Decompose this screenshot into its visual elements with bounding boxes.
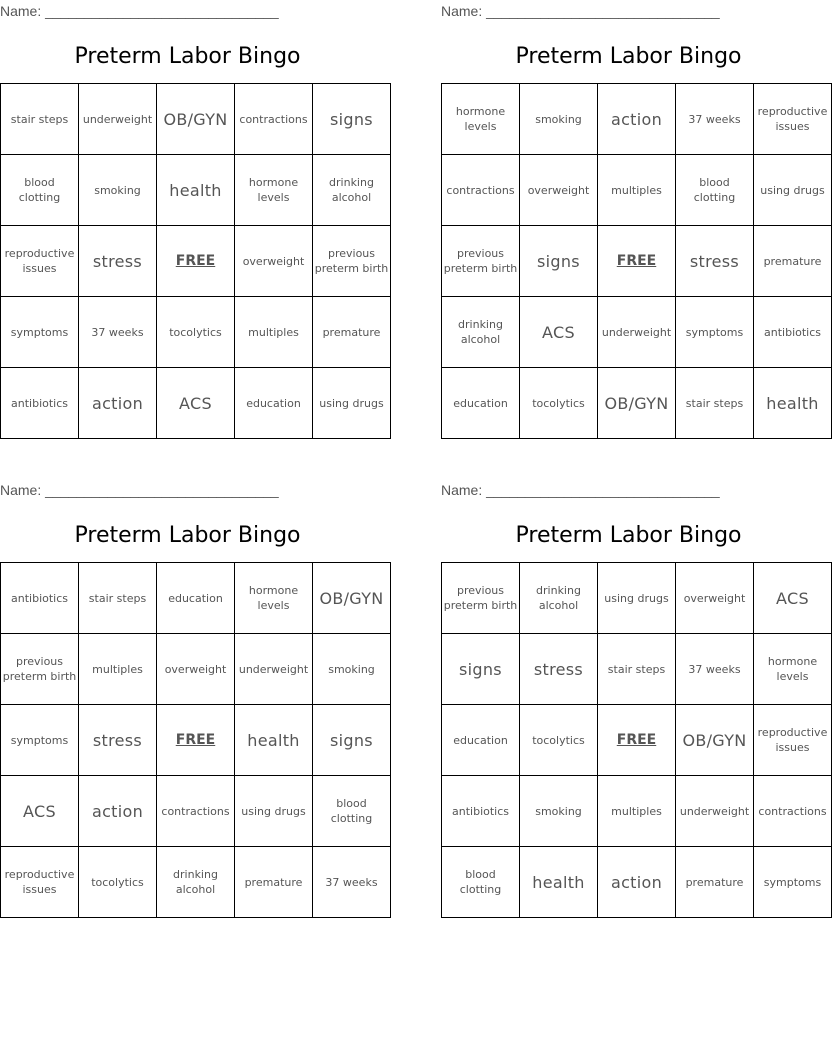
bingo-cell: underweight bbox=[598, 297, 676, 368]
grid-row bbox=[1, 563, 391, 634]
card-title: Preterm Labor Bingo bbox=[515, 44, 742, 69]
bingo-cell: action bbox=[598, 84, 676, 155]
bingo-cell: overweight bbox=[676, 563, 754, 634]
bingo-cell: overweight bbox=[157, 634, 235, 705]
bingo-cell: smoking bbox=[520, 84, 598, 155]
grid-row bbox=[1, 84, 391, 155]
bingo-cell: drinking alcohol bbox=[520, 563, 598, 634]
bingo-cell: stress bbox=[79, 226, 157, 297]
bingo-cell: ACS bbox=[520, 297, 598, 368]
bingo-card bbox=[441, 0, 828, 440]
bingo-cell: contractions bbox=[754, 776, 832, 847]
bingo-cell: overweight bbox=[235, 226, 313, 297]
bingo-cell: 37 weeks bbox=[676, 634, 754, 705]
free-space: FREE bbox=[157, 705, 235, 776]
free-space: FREE bbox=[157, 226, 235, 297]
bingo-cell: tocolytics bbox=[157, 297, 235, 368]
bingo-cell: symptoms bbox=[676, 297, 754, 368]
card-title: Preterm Labor Bingo bbox=[74, 44, 301, 69]
bingo-cell: underweight bbox=[79, 84, 157, 155]
bingo-cell: smoking bbox=[79, 155, 157, 226]
bingo-cell: blood clotting bbox=[442, 847, 520, 918]
bingo-cell: multiples bbox=[598, 776, 676, 847]
bingo-cell: using drugs bbox=[235, 776, 313, 847]
bingo-cell: symptoms bbox=[1, 705, 79, 776]
bingo-cell: stair steps bbox=[676, 368, 754, 439]
bingo-cell: action bbox=[79, 776, 157, 847]
bingo-cell: stair steps bbox=[598, 634, 676, 705]
bingo-cell: underweight bbox=[235, 634, 313, 705]
bingo-cell: stress bbox=[520, 634, 598, 705]
bingo-cell: antibiotics bbox=[1, 563, 79, 634]
grid-row bbox=[442, 226, 832, 297]
name-blank: ______________________________ bbox=[486, 3, 720, 19]
name-blank: ______________________________ bbox=[45, 482, 279, 498]
grid-row bbox=[442, 847, 832, 918]
bingo-cell: reproductive issues bbox=[754, 705, 832, 776]
card-title: Preterm Labor Bingo bbox=[515, 523, 742, 548]
bingo-cell: signs bbox=[442, 634, 520, 705]
bingo-cell: drinking alcohol bbox=[157, 847, 235, 918]
grid-row bbox=[1, 847, 391, 918]
grid-row bbox=[442, 776, 832, 847]
name-field bbox=[0, 3, 279, 19]
bingo-cell: antibiotics bbox=[754, 297, 832, 368]
bingo-cell: drinking alcohol bbox=[313, 155, 391, 226]
bingo-cell: tocolytics bbox=[520, 705, 598, 776]
bingo-cell: antibiotics bbox=[442, 776, 520, 847]
bingo-cell: health bbox=[520, 847, 598, 918]
name-label: Name: bbox=[0, 3, 42, 19]
bingo-cell: hormone levels bbox=[235, 155, 313, 226]
bingo-card bbox=[0, 479, 384, 919]
bingo-cell: 37 weeks bbox=[79, 297, 157, 368]
bingo-cell: multiples bbox=[598, 155, 676, 226]
bingo-cell: education bbox=[157, 563, 235, 634]
bingo-cell: premature bbox=[676, 847, 754, 918]
grid-row bbox=[1, 368, 391, 439]
bingo-cell: action bbox=[598, 847, 676, 918]
bingo-cell: premature bbox=[754, 226, 832, 297]
bingo-cell: previous preterm birth bbox=[442, 226, 520, 297]
name-blank: ______________________________ bbox=[45, 3, 279, 19]
bingo-cell: contractions bbox=[235, 84, 313, 155]
bingo-card bbox=[0, 0, 389, 440]
bingo-cell: underweight bbox=[676, 776, 754, 847]
bingo-cell: reproductive issues bbox=[754, 84, 832, 155]
bingo-cell: previous preterm birth bbox=[313, 226, 391, 297]
grid-row bbox=[442, 563, 832, 634]
grid-row bbox=[1, 776, 391, 847]
bingo-cell: blood clotting bbox=[676, 155, 754, 226]
bingo-cell: education bbox=[442, 368, 520, 439]
bingo-cell: OB/GYN bbox=[676, 705, 754, 776]
bingo-cell: reproductive issues bbox=[1, 226, 79, 297]
grid-row bbox=[442, 155, 832, 226]
bingo-cell: symptoms bbox=[1, 297, 79, 368]
bingo-cell: ACS bbox=[754, 563, 832, 634]
bingo-cell: overweight bbox=[520, 155, 598, 226]
bingo-grid bbox=[0, 562, 391, 918]
name-label: Name: bbox=[441, 482, 483, 498]
bingo-cell: ACS bbox=[157, 368, 235, 439]
bingo-cell: blood clotting bbox=[1, 155, 79, 226]
bingo-cell: contractions bbox=[157, 776, 235, 847]
bingo-cell: using drugs bbox=[313, 368, 391, 439]
bingo-cell: health bbox=[235, 705, 313, 776]
bingo-cell: ACS bbox=[1, 776, 79, 847]
bingo-cell: action bbox=[79, 368, 157, 439]
bingo-cell: hormone levels bbox=[754, 634, 832, 705]
bingo-cell: blood clotting bbox=[313, 776, 391, 847]
grid-row bbox=[442, 297, 832, 368]
bingo-cell: tocolytics bbox=[520, 368, 598, 439]
bingo-cell: contractions bbox=[442, 155, 520, 226]
bingo-cell: signs bbox=[520, 226, 598, 297]
bingo-cell: premature bbox=[313, 297, 391, 368]
bingo-cell: using drugs bbox=[754, 155, 832, 226]
bingo-cell: education bbox=[235, 368, 313, 439]
grid-row bbox=[1, 297, 391, 368]
name-label: Name: bbox=[0, 482, 42, 498]
bingo-cell: OB/GYN bbox=[157, 84, 235, 155]
bingo-cell: tocolytics bbox=[79, 847, 157, 918]
name-field bbox=[441, 3, 720, 19]
bingo-cell: 37 weeks bbox=[676, 84, 754, 155]
bingo-cell: 37 weeks bbox=[313, 847, 391, 918]
bingo-cell: previous preterm birth bbox=[1, 634, 79, 705]
bingo-cell: multiples bbox=[235, 297, 313, 368]
bingo-cell: OB/GYN bbox=[313, 563, 391, 634]
bingo-cell: hormone levels bbox=[235, 563, 313, 634]
bingo-cell: premature bbox=[235, 847, 313, 918]
bingo-cell: smoking bbox=[313, 634, 391, 705]
grid-row bbox=[1, 226, 391, 297]
name-label: Name: bbox=[441, 3, 483, 19]
bingo-cell: health bbox=[754, 368, 832, 439]
bingo-cell: health bbox=[157, 155, 235, 226]
bingo-card bbox=[441, 479, 828, 919]
grid-row bbox=[442, 634, 832, 705]
bingo-cell: drinking alcohol bbox=[442, 297, 520, 368]
grid-row bbox=[1, 155, 391, 226]
bingo-cell: multiples bbox=[79, 634, 157, 705]
grid-row bbox=[1, 705, 391, 776]
bingo-cell: education bbox=[442, 705, 520, 776]
bingo-cell: hormone levels bbox=[442, 84, 520, 155]
bingo-cell: reproductive issues bbox=[1, 847, 79, 918]
bingo-cell: signs bbox=[313, 84, 391, 155]
grid-row bbox=[442, 705, 832, 776]
bingo-cell: stress bbox=[79, 705, 157, 776]
bingo-cell: using drugs bbox=[598, 563, 676, 634]
bingo-cell: stress bbox=[676, 226, 754, 297]
grid-row bbox=[1, 634, 391, 705]
bingo-cell: antibiotics bbox=[1, 368, 79, 439]
name-field bbox=[441, 482, 720, 498]
card-title: Preterm Labor Bingo bbox=[74, 523, 301, 548]
bingo-cell: OB/GYN bbox=[598, 368, 676, 439]
bingo-cell: stair steps bbox=[79, 563, 157, 634]
bingo-grid bbox=[441, 562, 832, 918]
free-space: FREE bbox=[598, 226, 676, 297]
free-space: FREE bbox=[598, 705, 676, 776]
bingo-grid bbox=[441, 83, 832, 439]
name-blank: ______________________________ bbox=[486, 482, 720, 498]
grid-row bbox=[442, 84, 832, 155]
grid-row bbox=[442, 368, 832, 439]
bingo-cell: signs bbox=[313, 705, 391, 776]
bingo-cell: stair steps bbox=[1, 84, 79, 155]
bingo-grid bbox=[0, 83, 391, 439]
bingo-cell: symptoms bbox=[754, 847, 832, 918]
bingo-cell: smoking bbox=[520, 776, 598, 847]
bingo-cell: previous preterm birth bbox=[442, 563, 520, 634]
name-field bbox=[0, 482, 279, 498]
